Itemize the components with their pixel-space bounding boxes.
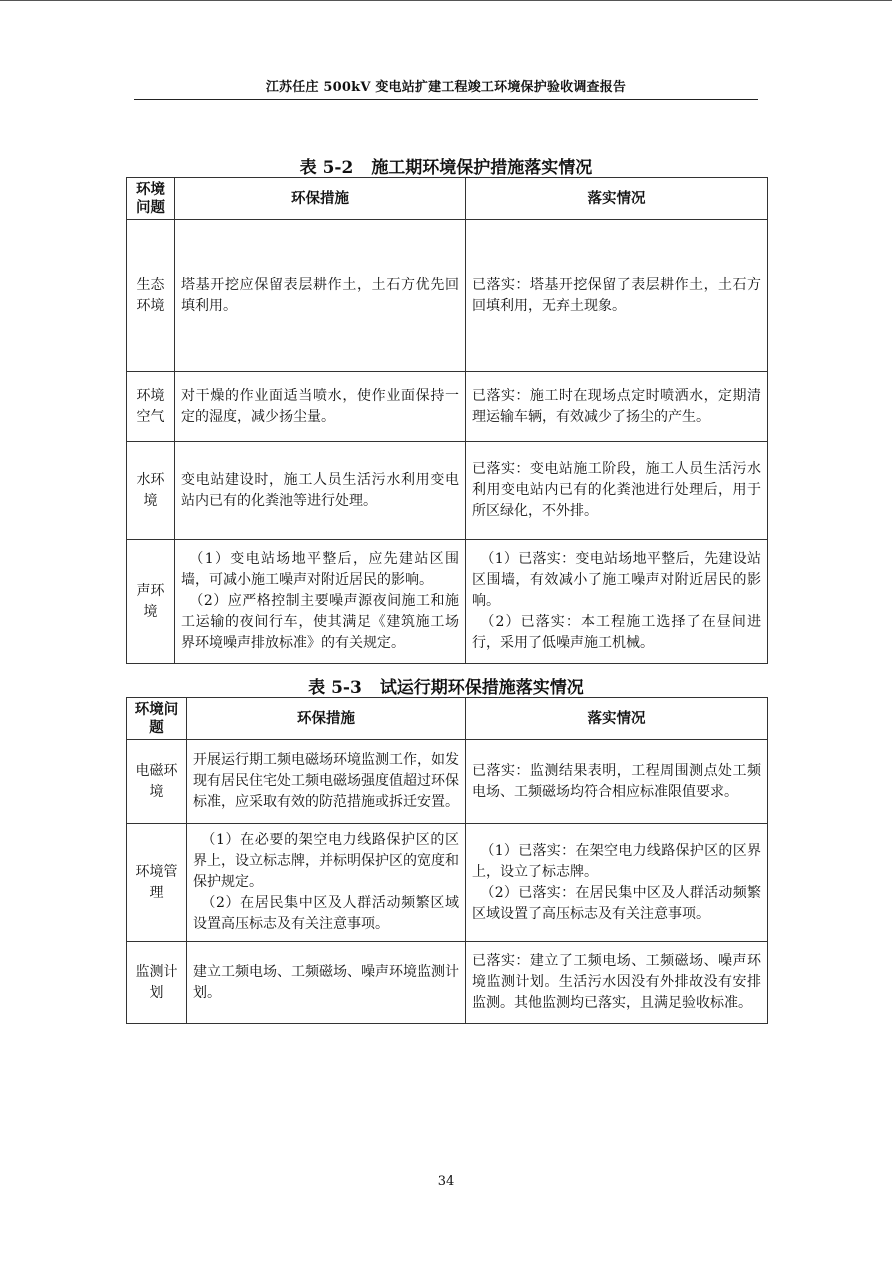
column-header-measure: 环保措施 bbox=[187, 698, 466, 740]
issue-cell: 监测计划 bbox=[127, 942, 187, 1024]
table-row bbox=[127, 442, 768, 540]
column-header-issue: 环境问题 bbox=[127, 178, 175, 220]
table-5-2-number: 表 5-2 bbox=[299, 158, 354, 178]
issue-cell: 声环境 bbox=[127, 540, 175, 664]
status-cell bbox=[466, 740, 768, 824]
measure-cell bbox=[175, 540, 466, 664]
table-row bbox=[127, 740, 768, 824]
status-text: 已落实：施工时在现场点定时喷洒水，定期清理运输车辆，有效减少了扬尘的产生。 bbox=[472, 387, 761, 425]
table-5-2 bbox=[126, 177, 768, 664]
status-text: 已落实：变电站施工阶段，施工人员生活污水利用变电站内已有的化粪池进行处理后，用于所区绿化，不外排。 bbox=[472, 461, 761, 519]
status-item: （2）已落实：在居民集中区及人群活动频繁区域设置了高压标志及有关注意事项。 bbox=[472, 884, 761, 922]
measure-text: 对干燥的作业面适当喷水，使作业面保持一定的湿度，减少扬尘量。 bbox=[181, 387, 459, 425]
table-row bbox=[127, 942, 768, 1024]
header-divider bbox=[134, 99, 758, 100]
measure-item: （1）在必要的架空电力线路保护区的区界上，设立标志牌，并标明保护区的宽度和保护规定。 bbox=[193, 832, 459, 890]
measure-cell bbox=[187, 740, 466, 824]
measure-item: （1）变电站场地平整后，应先建站区围墙，可减小施工噪声对附近居民的影响。 bbox=[181, 551, 459, 588]
table-row bbox=[127, 824, 768, 942]
issue-cell: 水环境 bbox=[127, 442, 175, 540]
table-5-3-number: 表 5-3 bbox=[308, 678, 362, 698]
measure-text: 变电站建设时，施工人员生活污水利用变电站内已有的化粪池等进行处理。 bbox=[181, 471, 459, 509]
status-text: 已落实：建立了工频电场、工频磁场、噪声环境监测计划。生活污水因没有外排故没有安排监测。其他监测均已落实，且满足验收标准。 bbox=[472, 953, 761, 1011]
table-5-2-caption bbox=[126, 153, 766, 178]
measure-text: 建立工频电场、工频磁场、噪声环境监测计划。 bbox=[193, 963, 459, 1001]
table-5-2-header-row bbox=[127, 178, 768, 220]
measure-cell bbox=[175, 220, 466, 372]
issue-cell: 环境空气 bbox=[127, 372, 175, 442]
issue-cell: 环境管理 bbox=[127, 824, 187, 942]
table-5-3-title: 试运行期环保措施落实情况 bbox=[379, 678, 584, 698]
measure-text: 塔基开挖应保留表层耕作土，土石方优先回填利用。 bbox=[181, 276, 459, 314]
measure-item: （2）在居民集中区及人群活动频繁区域设置高压标志及有关注意事项。 bbox=[193, 895, 459, 932]
issue-cell: 电磁环境 bbox=[127, 740, 187, 824]
page-top-border bbox=[0, 0, 892, 1]
table-row bbox=[127, 540, 768, 664]
column-header-status: 落实情况 bbox=[466, 178, 768, 220]
page-header-title: 江苏任庄 500kV 变电站扩建工程竣工环境保护验收调查报告 bbox=[265, 80, 627, 95]
measure-cell bbox=[175, 442, 466, 540]
column-header-issue: 环境问题 bbox=[127, 698, 187, 740]
status-item: （1）已落实：变电站场地平整后，先建设站区围墙，有效减小了施工噪声对附近居民的影响。 bbox=[472, 551, 761, 609]
status-cell bbox=[466, 372, 768, 442]
status-text: 已落实：塔基开挖保留了表层耕作土，土石方回填利用，无弃土现象。 bbox=[472, 276, 761, 314]
column-header-status: 落实情况 bbox=[466, 698, 768, 740]
issue-cell: 生态环境 bbox=[127, 220, 175, 372]
status-cell bbox=[466, 942, 768, 1024]
status-item: （1）已落实：在架空电力线路保护区的区界上，设立了标志牌。 bbox=[472, 842, 761, 880]
measure-cell bbox=[187, 942, 466, 1024]
status-text: 已落实：监测结果表明，工程周围测点处工频电场、工频磁场均符合相应标准限值要求。 bbox=[472, 762, 761, 800]
measure-item: （2）应严格控制主要噪声源夜间施工和施工运输的夜间行车，使其满足《建筑施工场界环境噪声排放标准》的有关规定。 bbox=[181, 593, 459, 651]
table-5-2-title: 施工期环境保护措施落实情况 bbox=[371, 158, 593, 178]
page-number: 34 bbox=[437, 1174, 455, 1189]
measure-text: 开展运行期工频电磁场环境监测工作，如发现有居民住宅处工频电磁场强度值超过环保标准，应采取有效的防范措施或拆迁安置。 bbox=[193, 752, 459, 810]
table-row bbox=[127, 220, 768, 372]
status-cell bbox=[466, 824, 768, 942]
table-5-3-header-row bbox=[127, 698, 768, 740]
table-5-3-caption bbox=[126, 673, 766, 698]
status-cell bbox=[466, 540, 768, 664]
measure-cell bbox=[175, 372, 466, 442]
measure-cell bbox=[187, 824, 466, 942]
status-cell bbox=[466, 220, 768, 372]
table-row bbox=[127, 372, 768, 442]
status-cell bbox=[466, 442, 768, 540]
status-item: （2）已落实：本工程施工选择了在昼间进行，采用了低噪声施工机械。 bbox=[472, 614, 761, 651]
column-header-measure: 环保措施 bbox=[175, 178, 466, 220]
table-5-3 bbox=[126, 697, 768, 1024]
